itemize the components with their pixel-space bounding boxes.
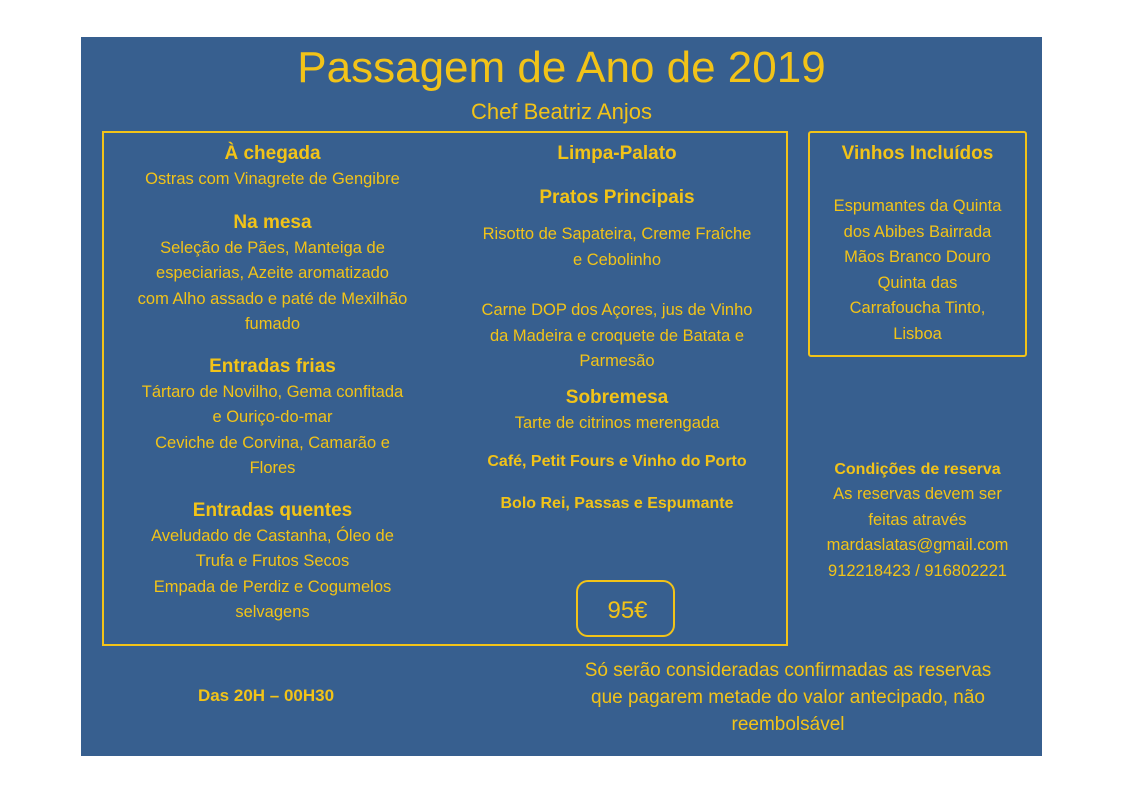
menu-line: selvagens <box>235 603 310 621</box>
wines-heading: Vinhos Incluídos <box>841 143 994 164</box>
reservation-line: feitas através <box>868 510 967 529</box>
schedule-hours: Das 20H – 00H30 <box>197 686 335 705</box>
menu-line: fumado <box>244 315 301 333</box>
reservation-phones: 912218423 / 916802221 <box>828 561 1007 580</box>
menu-line: Ostras com Vinagrete de Gengibre <box>145 170 400 188</box>
middle-column <box>449 141 785 516</box>
wines-section <box>810 141 1025 347</box>
reservation-section <box>790 458 1045 584</box>
menu-line: Empada de Perdiz e Cogumelos <box>153 577 392 596</box>
section-heading-quentes: Entradas quentes <box>192 499 353 521</box>
wine-line: Carrafoucha Tinto, <box>849 299 986 317</box>
menu-line: da Madeira e croquete de Batata e <box>489 326 745 345</box>
section-heading-frias: Entradas frias <box>209 355 336 377</box>
menu-line: e Cebolinho <box>572 250 662 269</box>
menu-line: Risotto de Sapateira, Creme Fraîche <box>482 225 752 243</box>
menu-line: com Alho assado e paté de Mexilhão <box>137 289 408 308</box>
menu-line: Carne DOP dos Açores, jus de Vinho <box>481 301 753 319</box>
cafe-line: Café, Petit Fours e Vinho do Porto <box>487 453 747 470</box>
reservation-heading: Condições de reserva <box>834 461 1001 478</box>
note-line: Só serão consideradas confirmadas as reservas <box>584 660 992 681</box>
menu-line: Seleção de Pães, Manteiga de <box>160 238 385 257</box>
note-line: reembolsável <box>731 714 845 735</box>
page-title: Passagem de Ano de 2019 <box>297 43 826 92</box>
menu-line: Tártaro de Novilho, Gema confitada <box>141 382 404 401</box>
wine-line: Mãos Branco Douro <box>844 248 991 266</box>
menu-poster <box>81 37 1042 756</box>
payment-note <box>548 657 1028 738</box>
wine-line: Espumantes da Quinta <box>833 197 1002 215</box>
price-value: 95€ <box>607 597 648 624</box>
section-heading-limpa-palato: Limpa-Palato <box>557 143 677 164</box>
reservation-email: mardaslatas@gmail.com <box>826 536 1009 554</box>
menu-line: Parmesão <box>579 352 655 370</box>
wine-line: dos Abibes Bairrada <box>843 222 992 241</box>
wine-line: Lisboa <box>893 324 942 343</box>
menu-line: Aveludado de Castanha, Óleo de <box>151 526 394 545</box>
chef-name: Chef Beatriz Anjos <box>471 99 652 124</box>
reservation-line: As reservas devem ser <box>833 485 1002 503</box>
section-heading-chegada: À chegada <box>224 143 321 164</box>
menu-line: Ceviche de Corvina, Camarão e <box>155 433 390 452</box>
left-column <box>105 141 440 626</box>
section-heading-mesa: Na mesa <box>233 211 312 233</box>
note-line: que pagarem metade do valor antecipado, não <box>591 687 985 708</box>
bolo-rei-line: Bolo Rei, Passas e Espumante <box>500 495 734 512</box>
price-badge <box>576 580 675 637</box>
section-heading-pratos: Pratos Principais <box>539 187 695 208</box>
menu-line: especiarias, Azeite aromatizado <box>156 264 389 282</box>
section-heading-sobremesa: Sobremesa <box>565 386 669 408</box>
menu-line: Tarte de citrinos merengada <box>514 413 720 432</box>
wine-line: Quinta das <box>877 273 958 292</box>
menu-line: e Ouriço-do-mar <box>212 408 333 426</box>
menu-line: Flores <box>249 459 296 477</box>
menu-line: Trufa e Frutos Secos <box>195 552 350 570</box>
